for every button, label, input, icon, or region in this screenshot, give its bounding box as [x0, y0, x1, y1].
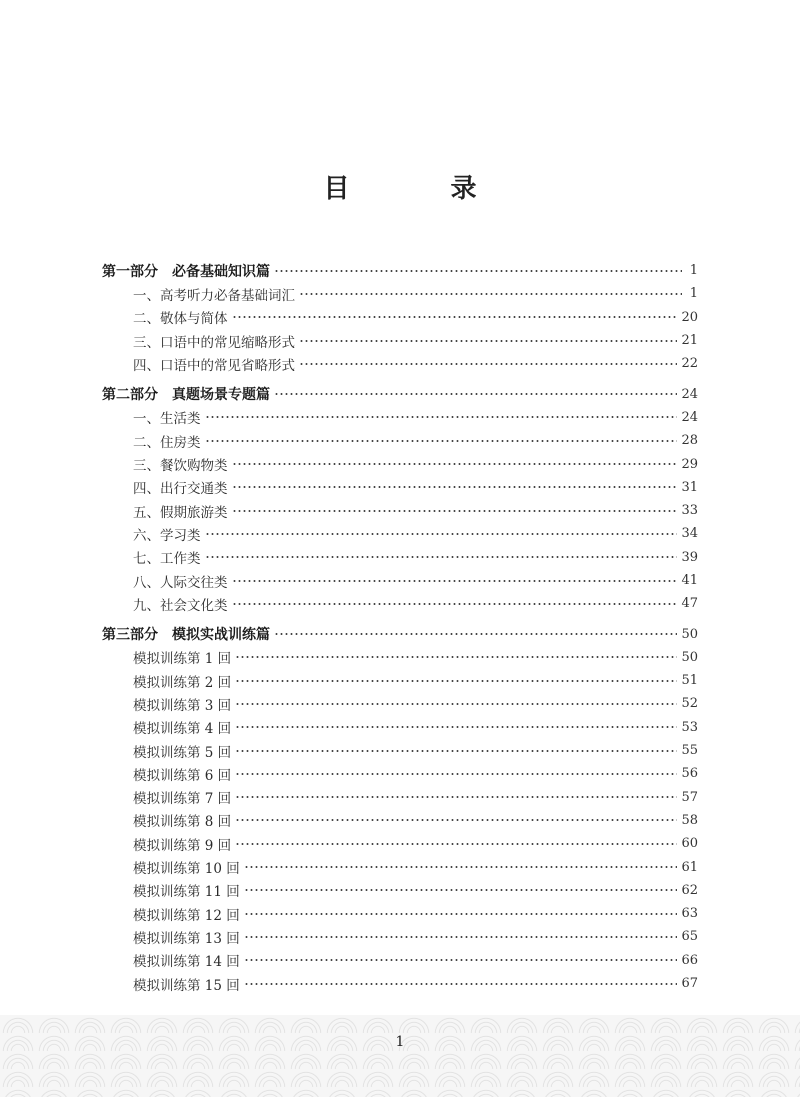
wave-pattern-footer	[0, 1015, 800, 1097]
toc-entry-label: 模拟训练第 11 回	[133, 884, 240, 901]
toc-entry-page: 31	[681, 479, 698, 495]
toc-entry-page: 22	[681, 356, 698, 372]
toc-entry-label: 模拟训练第 8 回	[133, 814, 232, 831]
dot-leader	[232, 463, 678, 465]
toc-entry[interactable]	[102, 972, 698, 995]
toc-entry[interactable]	[102, 499, 698, 522]
toc-entry[interactable]	[102, 832, 698, 855]
toc-entry[interactable]	[102, 716, 698, 739]
toc-entry-label: 模拟训练第 10 回	[133, 861, 240, 878]
dot-leader	[232, 510, 678, 512]
toc-entry-page: 62	[681, 882, 698, 898]
toc-entry-label: 模拟训练第 2 回	[133, 674, 232, 691]
toc-entry-label: 模拟训练第 12 回	[133, 907, 240, 924]
toc-part-entry[interactable]	[102, 622, 698, 645]
toc-entry-label: 第一部分 必备基础知识篇	[102, 263, 270, 280]
toc-entry-page: 51	[681, 673, 698, 689]
toc-entry-label: 五、假期旅游类	[133, 504, 228, 521]
toc-entry-label: 一、高考听力必备基础词汇	[133, 287, 295, 304]
toc-entry[interactable]	[102, 329, 698, 352]
toc-entry[interactable]	[102, 855, 698, 878]
toc-entry-label: 模拟训练第 4 回	[133, 721, 232, 738]
toc-entry-label: 模拟训练第 1 回	[133, 651, 232, 668]
toc-entry-page: 41	[681, 573, 698, 588]
dot-leader	[205, 556, 678, 558]
toc-part-entry[interactable]	[102, 382, 698, 405]
toc-entry-page: 33	[681, 503, 698, 519]
toc-entry-label: 模拟训练第 15 回	[133, 977, 240, 994]
toc-entry[interactable]	[102, 282, 698, 305]
toc-entry-page: 61	[681, 859, 698, 875]
dot-leader	[235, 796, 677, 798]
toc-entry[interactable]	[102, 879, 698, 902]
dot-leader	[235, 703, 677, 705]
dot-leader	[235, 773, 677, 775]
toc-entry[interactable]	[102, 949, 698, 972]
toc-entry-page: 1	[689, 286, 698, 302]
dot-leader	[299, 363, 677, 365]
dot-leader	[235, 750, 677, 752]
dot-leader	[205, 533, 678, 535]
toc-part-entry[interactable]	[102, 259, 698, 282]
toc-entry-label: 一、生活类	[133, 411, 201, 428]
toc-entry-page: 28	[681, 433, 698, 449]
toc-entry-page: 21	[681, 333, 698, 349]
toc-entry-page: 65	[681, 929, 698, 945]
toc-entry-page: 53	[681, 719, 698, 735]
page-number: 1	[395, 1034, 405, 1050]
dot-leader	[299, 293, 682, 295]
toc-entry-label: 模拟训练第 5 回	[133, 744, 232, 761]
toc-entry[interactable]	[102, 429, 698, 452]
toc-entry[interactable]	[102, 546, 698, 569]
toc-entry[interactable]	[102, 406, 698, 429]
toc-entry-page: 29	[681, 456, 698, 472]
toc-entry-page: 57	[681, 789, 698, 805]
dot-leader	[205, 416, 678, 418]
toc-entry-page: 50	[681, 649, 698, 665]
dot-leader	[232, 580, 678, 582]
toc-entry[interactable]	[102, 306, 698, 329]
toc-entry-page: 24	[681, 409, 698, 425]
dot-leader	[274, 393, 677, 395]
dot-leader	[244, 866, 678, 868]
toc-entry-label: 七、工作类	[133, 551, 201, 568]
toc-entry[interactable]	[102, 925, 698, 948]
toc-entry[interactable]	[102, 692, 698, 715]
toc-entry[interactable]	[102, 569, 698, 592]
dot-leader	[274, 633, 677, 635]
toc-entry[interactable]	[102, 522, 698, 545]
toc-entry-label: 九、社会文化类	[133, 597, 228, 614]
dot-leader	[274, 270, 682, 272]
toc-entry-label: 八、人际交往类	[133, 574, 228, 591]
dot-leader	[235, 726, 677, 728]
toc-entry-page: 66	[681, 952, 698, 968]
dot-leader	[299, 340, 677, 342]
dot-leader	[235, 843, 677, 845]
toc-entry-page: 1	[689, 263, 698, 279]
dot-leader	[205, 440, 678, 442]
toc-entry-label: 三、口语中的常见缩略形式	[133, 334, 295, 351]
table-of-contents	[102, 259, 698, 995]
toc-entry-label: 第三部分 模拟实战训练篇	[102, 627, 270, 644]
toc-entry-label: 六、学习类	[133, 527, 201, 544]
toc-entry[interactable]	[102, 739, 698, 762]
toc-entry[interactable]	[102, 476, 698, 499]
toc-entry[interactable]	[102, 646, 698, 669]
toc-entry-label: 模拟训练第 6 回	[133, 767, 232, 784]
toc-entry-label: 三、餐饮购物类	[133, 458, 228, 475]
toc-entry-label: 模拟训练第 3 回	[133, 697, 232, 714]
toc-entry-page: 55	[681, 743, 698, 759]
toc-entry[interactable]	[102, 762, 698, 785]
toc-entry[interactable]	[102, 452, 698, 475]
toc-entry[interactable]	[102, 592, 698, 615]
toc-entry[interactable]	[102, 352, 698, 375]
toc-entry-page: 20	[681, 309, 698, 325]
toc-entry[interactable]	[102, 786, 698, 809]
toc-entry-label: 四、出行交通类	[133, 481, 228, 498]
dot-leader	[235, 656, 677, 658]
toc-entry-page: 58	[681, 812, 698, 828]
toc-entry-page: 56	[681, 766, 698, 782]
toc-entry-label: 二、住房类	[133, 434, 201, 451]
toc-entry-page: 34	[681, 526, 698, 542]
dot-leader	[235, 819, 677, 821]
toc-entry[interactable]	[102, 809, 698, 832]
dot-leader	[232, 486, 678, 488]
dot-leader	[244, 959, 678, 961]
toc-entry-page: 60	[681, 836, 698, 852]
dot-leader	[244, 889, 678, 891]
dot-leader	[244, 983, 678, 985]
toc-entry-label: 二、敬体与简体	[133, 311, 228, 328]
toc-entry-label: 四、口语中的常见省略形式	[133, 357, 295, 374]
dot-leader	[232, 316, 678, 318]
dot-leader	[235, 680, 677, 682]
toc-entry-label: 模拟训练第 7 回	[133, 791, 232, 808]
toc-entry-page: 39	[681, 549, 698, 565]
page-title: 目 录	[323, 174, 523, 204]
toc-entry-label: 模拟训练第 13 回	[133, 930, 240, 947]
dot-leader	[244, 936, 678, 938]
toc-entry-page: 67	[681, 976, 698, 992]
toc-entry-page: 24	[681, 386, 698, 402]
toc-entry-page: 50	[681, 626, 698, 642]
toc-entry-label: 模拟训练第 9 回	[133, 837, 232, 854]
toc-entry-page: 63	[681, 906, 698, 922]
dot-leader	[232, 603, 678, 605]
dot-leader	[244, 913, 678, 915]
toc-entry-page: 47	[681, 596, 698, 612]
toc-entry-page: 52	[681, 696, 698, 712]
toc-entry-label: 模拟训练第 14 回	[133, 954, 240, 971]
toc-entry[interactable]	[102, 669, 698, 692]
toc-entry[interactable]	[102, 902, 698, 925]
toc-entry-label: 第二部分 真题场景专题篇	[102, 387, 270, 404]
